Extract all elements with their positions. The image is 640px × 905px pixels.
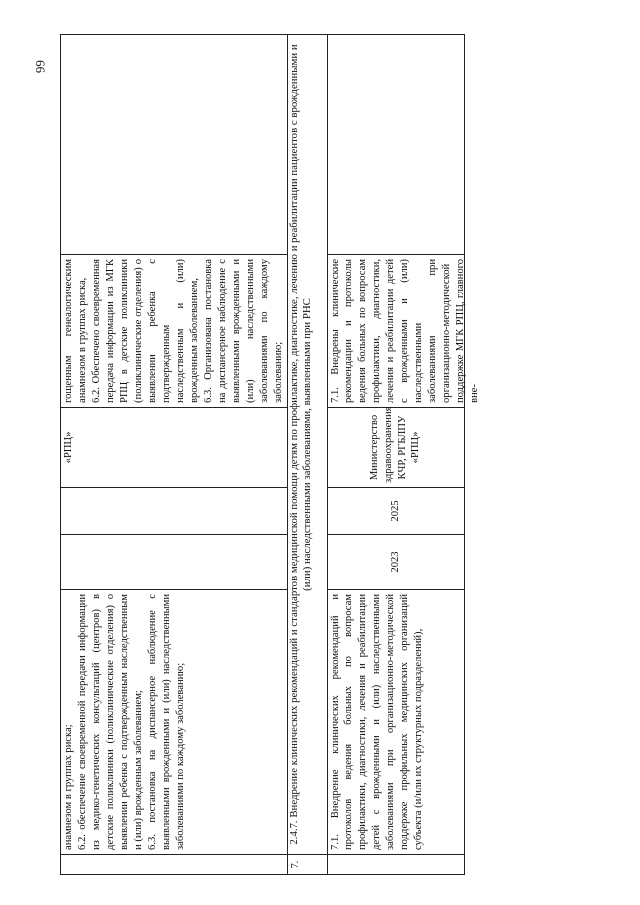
table-row-section bbox=[287, 35, 327, 875]
cell-extra bbox=[327, 35, 464, 255]
cell-end-year bbox=[61, 488, 288, 535]
cell-result: гощенным генеалогическим анамнезом в группах риска, 6.2. Обеспечено своевременная передача информации из МГК РПЦ в детские поликлиники (поликлинические отделения) о выявлении ребенка с подтвержденным наследственным и (или) врожденным заболеванием, 6.3. Организована постановка на диспансерное наблюдение с выявленными врожденными и (или) наследственными заболеваниями по каждому заболеванию; bbox=[61, 255, 288, 408]
cell-start-year bbox=[61, 535, 288, 590]
table-row-continued bbox=[61, 35, 288, 875]
cell-number bbox=[61, 855, 288, 875]
cell-responsible: Министерство здравоохранения КЧР, РГБЛПУ «РПЦ» bbox=[327, 408, 464, 488]
section-heading: 2.4.7. Внедрение клинических рекомендаций и стандартов медицинской помощи детям по профилактике, диагностике, лечению и реабилитации пациентов с врожденными и (или) наследственными заболеваниями, выявленными при РНС bbox=[287, 35, 327, 855]
measures-table bbox=[60, 34, 481, 875]
cell-start-year: 2023 bbox=[327, 535, 464, 590]
cell-description: анамнезом в группах риска; 6.2. обеспечение своевременной передачи информации из медико-генетических консультаций (центров) в детские поликлиники (поликлинические отделения) о выявлении ребенка с подтвержденным наследственным и (или) врожденным заболеванием; 6.3. постановка на диспансерное наблюдение с выявленными врожденными и (или) наследственными заболеваниями по каждому заболеванию; bbox=[61, 590, 288, 855]
cell-result bbox=[327, 255, 481, 408]
cell-responsible: «РПЦ» bbox=[61, 408, 288, 488]
cell-description bbox=[327, 590, 464, 855]
cell-extra bbox=[61, 35, 288, 255]
cell-end-year: 2025 bbox=[327, 488, 464, 535]
cell-number bbox=[327, 855, 464, 875]
page-number: 66 bbox=[33, 60, 48, 73]
cell-description-text: 7.1. Внедрение клинических рекомендаций и протоколов ведения больных по вопросам профилактики, диагностики, лечения и реабилитации детей с врожденными и (или) наследственными заболеваниями при организационно-методической поддержке профильных медицинских организаций субъекта (и/или их структурных подразделений), bbox=[329, 594, 425, 850]
rotated-page-content bbox=[60, 35, 481, 875]
table-row-item bbox=[327, 35, 464, 875]
cell-result-text: 7.1. Внедрены клинические рекомендации и протоколы ведения больных по вопросам профилактики, диагностики, лечения и реабилитации детей с врожденными и (или) наследственными заболеваниями при организационно-методической поддержке МГК РПЦ, главного вне- bbox=[329, 259, 481, 403]
cell-section-number: 7. bbox=[287, 855, 327, 875]
